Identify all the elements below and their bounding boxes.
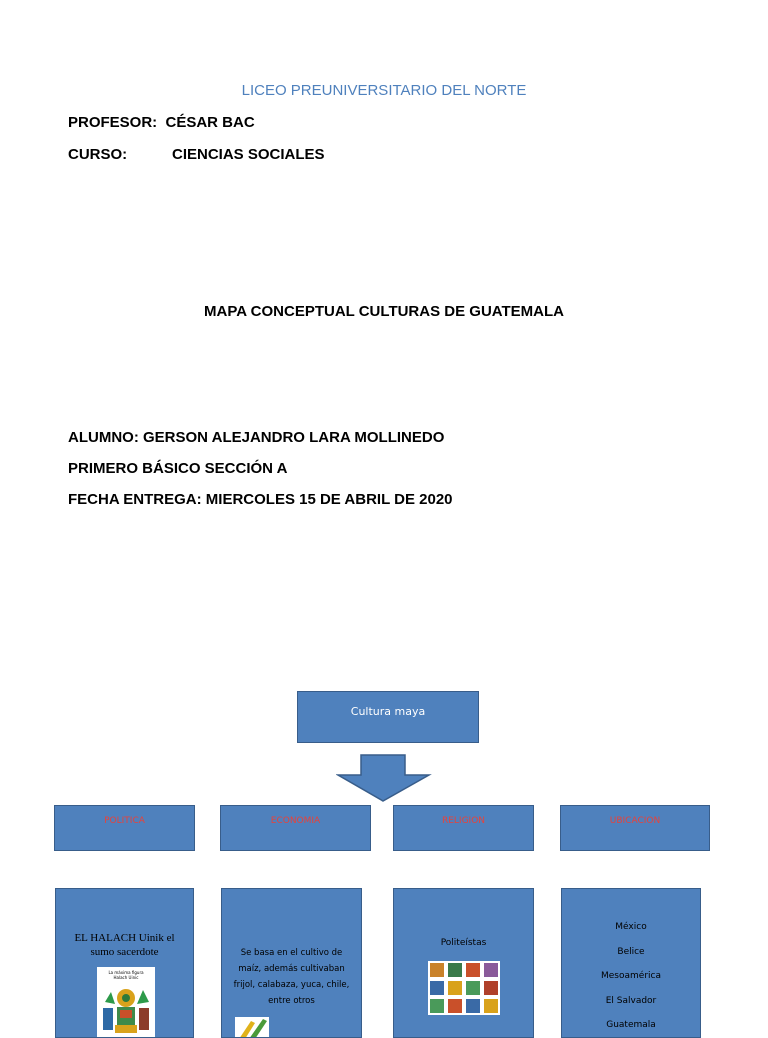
category-label: ECONOMIA bbox=[270, 816, 321, 826]
politica-content-box bbox=[55, 888, 194, 1038]
root-node-label: Cultura maya bbox=[350, 705, 426, 718]
document-title: MAPA CONCEPTUAL CULTURAS DE GUATEMALA bbox=[204, 303, 564, 320]
school-name: LICEO PREUNIVERSITARIO DEL NORTE bbox=[241, 82, 527, 99]
category-politica bbox=[54, 805, 195, 851]
category-religion bbox=[393, 805, 534, 851]
location-item: Guatemala bbox=[606, 1020, 656, 1030]
delivery-date: FECHA ENTREGA: MIERCOLES 15 DE ABRIL DE 2020 bbox=[68, 491, 453, 508]
root-node bbox=[297, 691, 479, 743]
economia-text-line: frijol, calabaza, yuca, chile, bbox=[233, 980, 350, 990]
location-item: Mesoamérica bbox=[601, 971, 661, 981]
category-economia bbox=[220, 805, 371, 851]
ubicacion-content-box bbox=[561, 888, 701, 1038]
religion-content-box bbox=[393, 888, 534, 1038]
religion-text: Politeístas bbox=[440, 938, 487, 948]
location-item: El Salvador bbox=[605, 995, 657, 1006]
politica-text-line: EL HALACH Uinik el bbox=[74, 932, 175, 944]
corn-icon bbox=[235, 1017, 269, 1038]
student-name: ALUMNO: GERSON ALEJANDRO LARA MOLLINEDO bbox=[68, 429, 445, 446]
category-ubicacion bbox=[560, 805, 710, 851]
corn-image bbox=[235, 1017, 269, 1038]
professor-line: PROFESOR: CÉSAR BAC bbox=[68, 114, 255, 131]
course-label: CURSO: bbox=[68, 146, 128, 163]
category-label: UBICACION bbox=[609, 816, 661, 826]
student-grade: PRIMERO BÁSICO SECCIÓN A bbox=[68, 460, 288, 477]
politica-text-line: sumo sacerdote bbox=[90, 946, 159, 958]
economia-text-line: entre otros bbox=[268, 996, 315, 1006]
category-label: POLITICA bbox=[104, 816, 145, 826]
image-caption: Halach Uinic bbox=[113, 975, 139, 980]
halach-uinic-image bbox=[97, 967, 155, 1038]
location-item: Belice bbox=[617, 946, 645, 957]
mayan-gods-image bbox=[428, 961, 500, 1015]
down-arrow-icon bbox=[336, 754, 432, 802]
economia-content-box bbox=[221, 888, 362, 1038]
mayan-ruler-icon bbox=[97, 980, 155, 1038]
category-label: RELIGION bbox=[441, 816, 486, 826]
image-caption: La máxima figura bbox=[108, 970, 144, 975]
economia-text-line: maíz, además cultivaban bbox=[238, 964, 345, 974]
economia-text-line: Se basa en el cultivo de bbox=[240, 948, 343, 958]
location-item: México bbox=[615, 922, 647, 932]
mayan-gods-icon bbox=[428, 961, 500, 1015]
course-value: CIENCIAS SOCIALES bbox=[172, 146, 325, 163]
